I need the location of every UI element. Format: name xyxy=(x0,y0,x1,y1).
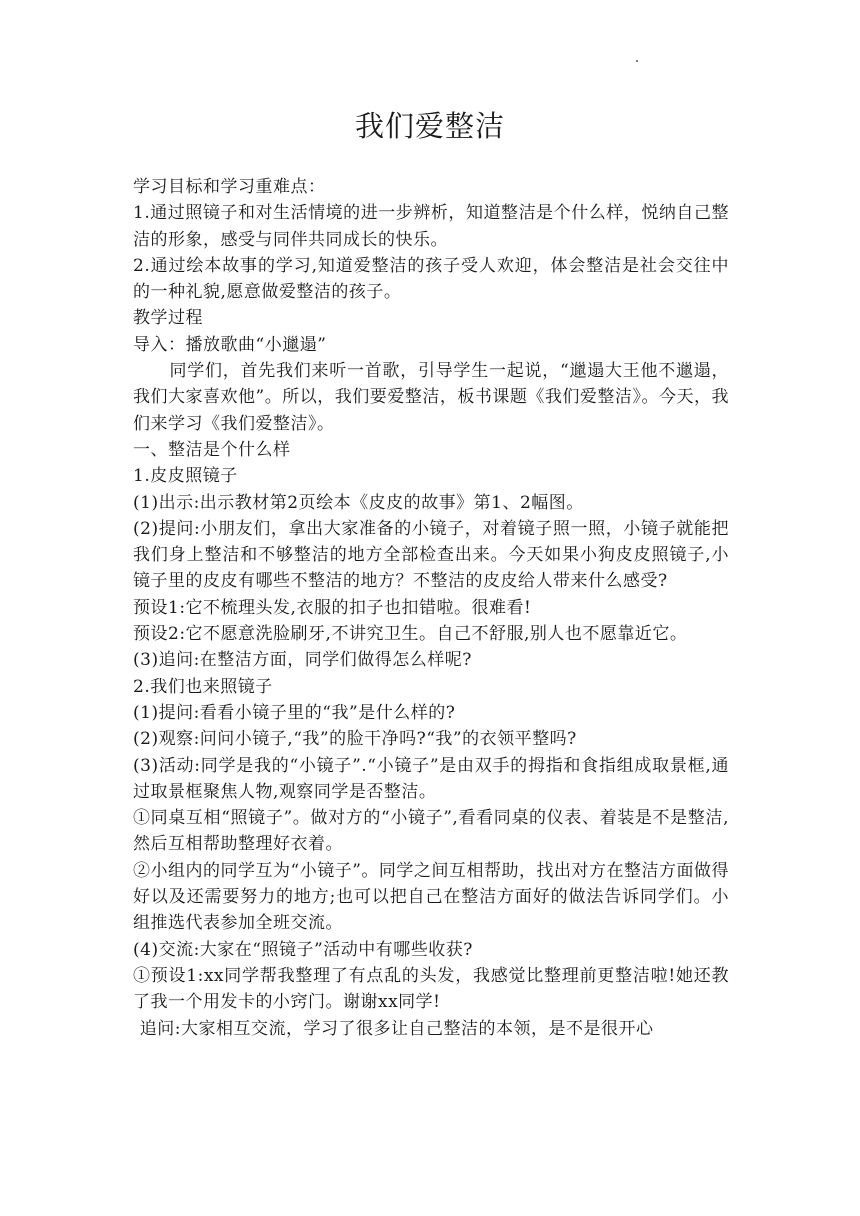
preset-1: 预设1:它不梳理头发,衣服的扣子也扣错啦。很难看! xyxy=(133,597,532,618)
step-observe: (2)观察:问问小镜子,“我”的脸干净吗?“我”的衣领平整吗? xyxy=(133,729,577,750)
section-1-heading: 一、整洁是个什么样 xyxy=(133,439,291,460)
activity-item-1: ①同桌互相“照镜子”。做对方的“小镜子”,看看同桌的仪表、着装是不是整洁,然后互相帮助整理好衣着。 xyxy=(133,808,729,855)
intro-paragraph: 同学们，首先我们来听一首歌，引导学生一起说，“邋遢大王他不邋遢，我们大家喜欢他”。所以，我们要爱整洁，板书课题《我们爱整洁》。今天，我们来学习《我们爱整洁》。 xyxy=(133,361,729,434)
step-show: (1)出示:出示教材第2页绘本《皮皮的故事》第1、2幅图。 xyxy=(133,492,584,513)
step-exchange: (4)交流:大家在“照镜子”活动中有哪些收获? xyxy=(133,939,473,960)
preset-2: 预设2:它不愿意洗脸刷牙,不讲究卫生。自己不舒服,别人也不愿靠近它。 xyxy=(133,624,688,645)
subsection-2-heading: 2.我们也来照镜子 xyxy=(133,676,273,697)
intro-heading: 导入：播放歌曲“小邋遢” xyxy=(133,334,327,355)
activity-item-2: ②小组内的同学互为“小镜子”。同学之间互相帮助，找出对方在整洁方面做得好以及还需要努力的地方;也可以把自己在整洁方面好的做法告诉同学们。小组推选代表参加全班交流。 xyxy=(133,860,729,934)
process-heading: 教学过程 xyxy=(133,308,203,329)
subsection-1-heading: 1.皮皮照镜子 xyxy=(133,466,238,487)
exchange-preset-1: ①预设1:xx同学帮我整理了有点乱的头发，我感觉比整理前更整洁啦!她还教了我一个用发卡的小窍门。谢谢xx同学! xyxy=(133,965,729,1013)
objectives-heading: 学习目标和学习重难点： xyxy=(133,177,326,197)
step-ask: (2)提问:小朋友们，拿出大家准备的小镜子，对着镜子照一照，小镜子就能把我们身上整洁和不够整洁的地方全部检查出来。今天如果小狗皮皮照镜子,小镜子里的皮皮有哪些不整洁的地方？不整洁的皮皮给人带来什么感受? xyxy=(133,518,729,592)
step-activity: (3)活动:同学是我的“小镜子”.“小镜子”是由双手的拇指和食指组成取景框,通过取景框聚焦人物,观察同学是否整洁。 xyxy=(133,755,729,802)
exchange-follow-up: 追问:大家相互交流，学习了很多让自己整洁的本领，是不是很开心 xyxy=(139,1018,654,1039)
document-body xyxy=(133,174,729,1042)
objective-2: 2.通过绘本故事的学习,知道爱整洁的孩子受人欢迎，体会整洁是社会交往中的一种礼貌,愿意做爱整洁的孩子。 xyxy=(133,255,729,303)
scan-dot xyxy=(636,60,638,62)
document-title: 我们爱整洁 xyxy=(354,109,505,143)
objective-1: 1.通过照镜子和对生活情境的进一步辨析，知道整洁是个什么样，悦纳自己整洁的形象，感受与同伴共同成长的快乐。 xyxy=(133,203,729,250)
step-follow-up: (3)追问:在整洁方面，同学们做得怎么样呢? xyxy=(133,650,472,671)
step-ask-2: (1)提问:看看小镜子里的“我”是什么样的? xyxy=(133,702,456,723)
